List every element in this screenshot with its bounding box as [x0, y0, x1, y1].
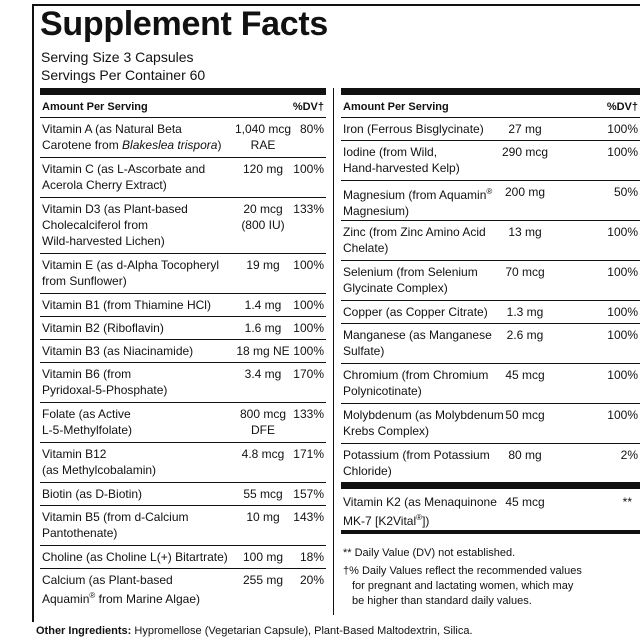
- nutrient-name: Folate (as Active L-5-Methylfolate): [42, 407, 133, 437]
- nutrient-row-vitamin-c: [40, 158, 326, 198]
- nutrient-name: Choline (as Choline L(+) Bitartrate): [42, 550, 228, 564]
- nutrient-row-vitamin-a: [40, 118, 326, 158]
- nutrient-name: Vitamin B2 (Riboflavin): [42, 321, 164, 335]
- nutrient-row-vitamin-k2: [341, 489, 640, 534]
- nutrient-row-vitamin-e: [40, 254, 326, 294]
- nutrient-row-vitamin-b12: [40, 443, 326, 483]
- nutrient-dv: 100%: [607, 305, 638, 319]
- amount-header: Amount Per Serving: [42, 101, 148, 113]
- nutrient-dv: 2%: [620, 448, 638, 462]
- nutrient-row-iron: [341, 118, 640, 141]
- nutrient-name: Vitamin B1 (from Thiamine HCl): [42, 298, 211, 312]
- nutrient-amount: 100 mg: [242, 550, 284, 564]
- nutrient-dv: 171%: [293, 447, 324, 461]
- thick-rule: [341, 482, 640, 489]
- nutrient-dv: 133%: [293, 407, 324, 421]
- nutrient-amount: 4.8 mcg: [241, 447, 285, 461]
- nutrient-amount: 1.4 mg: [244, 298, 282, 312]
- nutrient-amount: 1,040 mcg RAE: [234, 122, 292, 152]
- nutrient-name: Zinc (from Zinc Amino Acid Chelate): [343, 225, 486, 255]
- nutrient-dv: 157%: [293, 487, 324, 501]
- nutrient-name: Vitamin K2 (as Menaquinone MK-7 [K2Vital®]): [343, 495, 497, 528]
- dv-header: %DV†: [606, 101, 638, 113]
- nutrient-row-folate: [40, 403, 326, 443]
- nutrient-dv: 100%: [293, 258, 324, 272]
- nutrient-name: Copper (as Copper Citrate): [343, 305, 488, 319]
- nutrient-dv: 50%: [613, 185, 638, 199]
- nutrient-row-iodine: [341, 141, 640, 181]
- nutrient-row-molybdenum: [341, 404, 640, 444]
- nutrient-name: Vitamin E (as d-Alpha Tocopheryl from Sunflower): [42, 258, 219, 288]
- nutrient-amount: 45 mcg: [505, 368, 545, 382]
- nutrient-row-manganese: [341, 324, 640, 364]
- nutrient-row-vitamin-b6: [40, 363, 326, 403]
- nutrient-row-calcium: [40, 569, 326, 607]
- nutrient-amount: 27 mg: [508, 122, 542, 136]
- nutrient-name: Potassium (from Potassium Chloride): [343, 448, 490, 478]
- nutrient-row-choline: [40, 546, 326, 569]
- nutrient-amount: 70 mcg: [505, 265, 545, 279]
- nutrient-name: Calcium (as Plant-based Aquamin® from Marine Algae): [42, 573, 200, 606]
- nutrient-amount: 20 mcg (800 IU): [241, 202, 285, 232]
- nutrient-amount: 2.6 mg: [506, 328, 544, 342]
- nutrient-row-vitamin-b3: [40, 340, 326, 363]
- nutrient-amount: 3.4 mg: [244, 367, 282, 381]
- nutrient-dv: 143%: [293, 510, 324, 524]
- nutrient-row-selenium: [341, 261, 640, 301]
- nutrient-name: Vitamin C (as L-Ascorbate and Acerola Cherry Extract): [42, 162, 206, 192]
- nutrient-amount: 45 mcg: [505, 495, 545, 509]
- nutrient-amount: 80 mg: [508, 448, 542, 462]
- right-column: [341, 88, 640, 534]
- nutrient-row-biotin: [40, 483, 326, 506]
- nutrient-amount: 200 mg: [504, 185, 546, 199]
- nutrient-name: Vitamin B5 (from d-Calcium Pantothenate): [42, 510, 189, 540]
- nutrient-dv: 100%: [293, 321, 324, 335]
- other-ingredients: [36, 624, 473, 638]
- nutrient-row-chromium: [341, 364, 640, 404]
- nutrient-name: Chromium (from Chromium Polynicotinate): [343, 368, 489, 398]
- nutrient-dv: 100%: [607, 265, 638, 279]
- nutrient-name: Selenium (from Selenium Glycinate Complex): [343, 265, 478, 295]
- other-ingredients-text: Hypromellose (Vegetarian Capsule), Plant-Based Maltodextrin, Silica.: [131, 625, 473, 637]
- nutrient-dv: 170%: [293, 367, 324, 381]
- left-column: [40, 88, 326, 607]
- nutrient-name: Vitamin A (as Natural Beta Carotene from Blakeslea trispora): [42, 122, 222, 152]
- nutrient-amount: 255 mg: [242, 573, 284, 587]
- nutrient-amount: 50 mcg: [505, 408, 545, 422]
- nutrient-dv: 100%: [607, 368, 638, 382]
- nutrient-row-potassium: [341, 444, 640, 482]
- nutrient-name: Vitamin D3 (as Plant-based Cholecalciferol from Wild-harvested Lichen): [42, 202, 188, 248]
- nutrient-row-vitamin-d3: [40, 198, 326, 254]
- serving-size: Serving Size 3 Capsules: [41, 49, 194, 65]
- nutrient-row-vitamin-b5: [40, 506, 326, 546]
- thick-rule: [341, 88, 640, 95]
- thick-rule: [40, 88, 326, 95]
- nutrient-dv: 18%: [299, 550, 324, 564]
- nutrient-dv: 100%: [607, 328, 638, 342]
- nutrient-name: Molybdenum (as Molybdenum Krebs Complex): [343, 408, 504, 438]
- other-ingredients-label: Other Ingredients:: [36, 625, 132, 637]
- dv-header: %DV†: [292, 101, 324, 113]
- nutrient-amount: 18 mg NE: [236, 344, 290, 358]
- nutrient-amount: 1.6 mg: [244, 321, 282, 335]
- nutrient-dv: 100%: [607, 408, 638, 422]
- nutrient-dv: 133%: [293, 202, 324, 216]
- nutrient-name: Iodine (from Wild, Hand-harvested Kelp): [343, 145, 460, 175]
- nutrient-amount: 290 mcg: [501, 145, 549, 159]
- nutrient-dv: 100%: [607, 225, 638, 239]
- nutrient-amount: 19 mg: [246, 258, 280, 272]
- nutrient-name: Manganese (as Manganese Sulfate): [343, 328, 492, 358]
- servings-per-container: Servings Per Container 60: [41, 67, 206, 83]
- column-header: [341, 95, 640, 118]
- nutrient-row-vitamin-b2: [40, 317, 326, 340]
- nutrient-amount: 13 mg: [508, 225, 542, 239]
- nutrient-row-copper: [341, 301, 640, 324]
- nutrient-dv: 80%: [299, 122, 324, 136]
- nutrient-row-magnesium: [341, 181, 640, 221]
- nutrient-dv: 100%: [607, 122, 638, 136]
- nutrient-dv: 100%: [293, 298, 324, 312]
- nutrient-name: Magnesium (from Aquamin® Magnesium): [343, 187, 493, 218]
- nutrient-amount: 10 mg: [246, 510, 280, 524]
- nutrient-amount: 55 mcg: [243, 487, 283, 501]
- dv-reflect-note: †% Daily Values reflect the recommended values for pregnant and lactating women, which may be higher than standard daily values.: [343, 565, 582, 607]
- nutrient-name: Vitamin B12 (as Methylcobalamin): [42, 447, 157, 477]
- nutrient-amount: 1.3 mg: [506, 305, 544, 319]
- nutrient-dv: **: [622, 495, 632, 509]
- nutrient-dv: 100%: [293, 344, 324, 358]
- nutrient-name: Vitamin B6 (from Pyridoxal-5-Phosphate): [42, 367, 168, 397]
- page-title: Supplement Facts: [40, 5, 329, 43]
- nutrient-amount: 120 mg: [242, 162, 284, 176]
- dv-not-established-note: ** Daily Value (DV) not established.: [343, 547, 516, 559]
- nutrient-name: Iron (Ferrous Bisglycinate): [343, 122, 484, 136]
- nutrient-amount: 800 mcg DFE: [239, 407, 287, 437]
- nutrient-dv: 20%: [299, 573, 324, 587]
- nutrient-name: Biotin (as D-Biotin): [42, 487, 143, 501]
- nutrient-dv: 100%: [607, 145, 638, 159]
- amount-header: Amount Per Serving: [343, 101, 449, 113]
- nutrient-row-vitamin-b1: [40, 294, 326, 317]
- nutrient-row-zinc: [341, 221, 640, 261]
- column-header: [40, 95, 326, 118]
- nutrient-dv: 100%: [293, 162, 324, 176]
- column-divider: [333, 88, 334, 615]
- nutrient-name: Vitamin B3 (as Niacinamide): [42, 344, 194, 358]
